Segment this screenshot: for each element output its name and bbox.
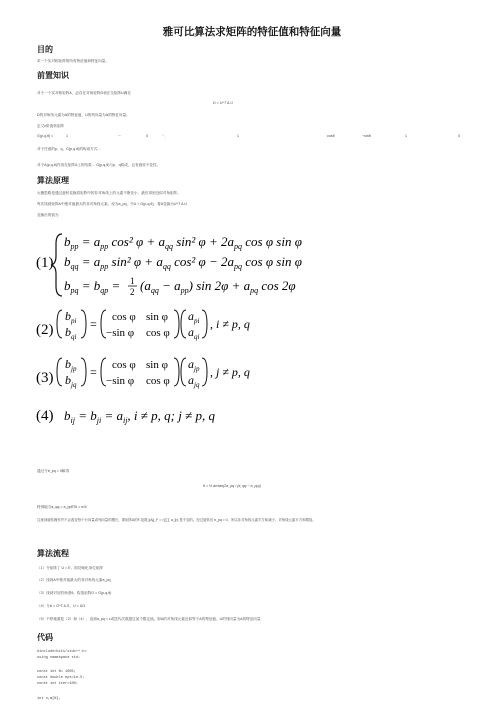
flow-step-1: （1）令矩阵了 U = E，即初始化单位矩阵 <box>37 566 103 570</box>
flow-step-4: （4）令A = G^T A G，U = UG <box>37 604 86 608</box>
theta-formula: θ = ½ arctan(2a_pq / (a_qq − a_pp)) <box>203 484 261 488</box>
flow-step-2: （2）找到A中绝对值最大的非对角线元素a_pq <box>37 578 111 582</box>
principle-line-3: 变换后的值为 <box>37 213 59 217</box>
code-line: const int N= 1005; <box>37 670 76 674</box>
svg-text:1: 1 <box>130 276 135 286</box>
matrix-cell: 1 <box>66 134 68 138</box>
svg-text:bpp = app cos² φ + aqq sin² φ: $b_{pp} = a_{pp}$ cos² $\varphi + a_{qq}$ sin² $\varphi + 2a_{pq}$ cos φ sin φ <box>64 234 302 251</box>
svg-text:−sin φ: −sin φ <box>106 375 135 387</box>
section-heading-purpose: 目的 <box>37 45 53 54</box>
flow-step-3: （3）找到对应的角度θ，构造矩阵G = G(p,q,θ) <box>37 591 112 595</box>
matrix-cell: 0 <box>458 134 460 138</box>
svg-text:sin φ: sin φ <box>146 359 168 371</box>
svg-text:=: = <box>90 365 97 379</box>
equation-label: (2) <box>36 322 54 338</box>
equation-label: (3) <box>36 370 54 386</box>
code-line: #include<bits/stdc++.h> <box>37 650 87 654</box>
special-case: 特别地当a_qq = a_pp时θ = π/4 <box>37 505 87 509</box>
equation-label: (4) <box>36 408 54 424</box>
purpose-text: 求一个实对称矩阵的所有特征值和特征向量。 <box>37 59 109 63</box>
matrix-label: G(p,q,θ) = <box>37 134 54 138</box>
svg-text:bpi: $b_{pi}$ <box>65 309 77 325</box>
svg-text:ajq: $a_{jq}$ <box>188 373 200 389</box>
svg-text:ajp: $a_{jp}$ <box>188 357 200 373</box>
code-line: using namespace std; <box>37 656 81 660</box>
svg-text:cos φ: cos φ <box>146 375 170 387</box>
principle-line-2: 每次找到矩阵A中绝对值最大的非对角线元素，设为a_pq，令U = G(p,q,θ)，将A变换为U^T A U <box>37 202 187 206</box>
equation-block <box>34 224 302 459</box>
svg-text:bpq = bqp =: $b_{pq} = b_{qp}$ = <box>64 278 121 295</box>
matrix-cell: 1 <box>237 134 239 138</box>
code-line: const double eps=1e-5; <box>37 676 85 680</box>
svg-text:=: = <box>90 317 97 331</box>
section-heading-flow: 算法流程 <box>37 549 69 558</box>
prior-line-6: 对于A(p,q,θ)作用在矩阵A上的结果… G(p,q,θ)与p、q构成，且有旋转不变性。 <box>37 163 161 167</box>
matrix-cell: ⋯ <box>118 134 122 138</box>
equation-svg <box>34 224 302 459</box>
svg-text:cos φ: cos φ <box>112 359 136 371</box>
svg-text:bqi: $b_{qi}$ <box>65 325 77 341</box>
section-heading-prior: 前置知识 <box>37 71 69 80</box>
svg-text:sin φ: sin φ <box>146 311 168 323</box>
svg-text:−sin φ: −sin φ <box>106 327 135 339</box>
equation-label: (1) <box>36 255 54 271</box>
code-line: const int iter=100; <box>37 682 78 686</box>
matrix-cell: −sinθ <box>362 134 371 138</box>
page-title: 雅可比算法求矩阵的特征值和特征向量 <box>162 26 342 38</box>
svg-text:bjq: $b_{jq}$ <box>65 373 77 389</box>
prior-line-5: 对于任意的p，q，G(p,q,θ)的构成方式… <box>37 147 101 151</box>
principle-line-1: 大概思路是通过旋转变换将矩阵中的非对角线上的元素不断变小，最后得到近似对角矩阵。 <box>37 191 181 195</box>
section-heading-code: 代码 <box>37 633 53 642</box>
svg-text:bqq = app sin² φ + aqq cos² φ: $b_{qq} = a_{pp}$ sin² $\varphi + a_{qq}$ cos² $\varphi - 2a_{pq}$ cos φ sin φ <box>64 254 302 271</box>
svg-text:bjp: $b_{jp}$ <box>65 357 77 373</box>
norm-remark: 注意到旋转操作并不会改变每个行向量或列向量的模长，即矩阵A的F-范数 ||A||_F = √(∑∑ a_ij²) 是不变的。经过旋转后 b_pq = 0，所以非对角线元素平方和减少，对角线元素平方和增加。 <box>37 518 316 522</box>
equation-d-utau: D = U^T A U <box>213 101 233 105</box>
matrix-cell: ⋱ <box>162 134 166 138</box>
matrix-cell: cosθ <box>327 134 335 138</box>
prior-line-4: 定义n阶旋转矩阵 <box>37 124 65 128</box>
svg-text:, j ≠ p, q: , j ≠ p, q <box>210 365 250 379</box>
prior-line-1: 对于一个实对称矩阵A，必存在对角矩阵D和正交矩阵U满足 <box>37 91 131 95</box>
svg-text:, i ≠ p, q: , i ≠ p, q <box>210 317 250 331</box>
svg-text:bij = bji = aij, i ≠ p, q;: $b_{ij} = b_{ji} = a_{ij}$, i ≠ p, q; j ≠ p, q <box>64 408 215 425</box>
section-heading-principle: 算法原理 <box>37 176 69 185</box>
svg-text:(aqq − app) sin 2φ + apq cos 2: $(a_{qq} - a_{pp})$ $\sin 2\varphi + a_{pq}$ cos 2φ <box>140 278 296 295</box>
matrix-cell: 0 <box>146 134 148 138</box>
svg-text:cos φ: cos φ <box>112 311 136 323</box>
note-after-equations: 通过令b_pq = 0解得 <box>37 469 70 473</box>
code-line: int n,m[N]; <box>37 697 61 701</box>
svg-text:2: 2 <box>130 287 135 297</box>
prior-line-3: D的对角线元素为A的特征值，U的列向量为A的特征向量。 <box>37 113 130 117</box>
matrix-cell: 1 <box>405 134 407 138</box>
svg-text:api: $a_{pi}$ <box>188 309 200 325</box>
svg-text:cos φ: cos φ <box>146 327 170 339</box>
svg-text:aqi: $a_{qi}$ <box>188 325 200 341</box>
flow-step-5: （5）不停地重复（2）和（4），直到a_pq < ε或迭代次数超过某个限定值。即A的对角线元素近似等于A的特征值，U的列向量为A的特征向量 <box>37 617 261 621</box>
